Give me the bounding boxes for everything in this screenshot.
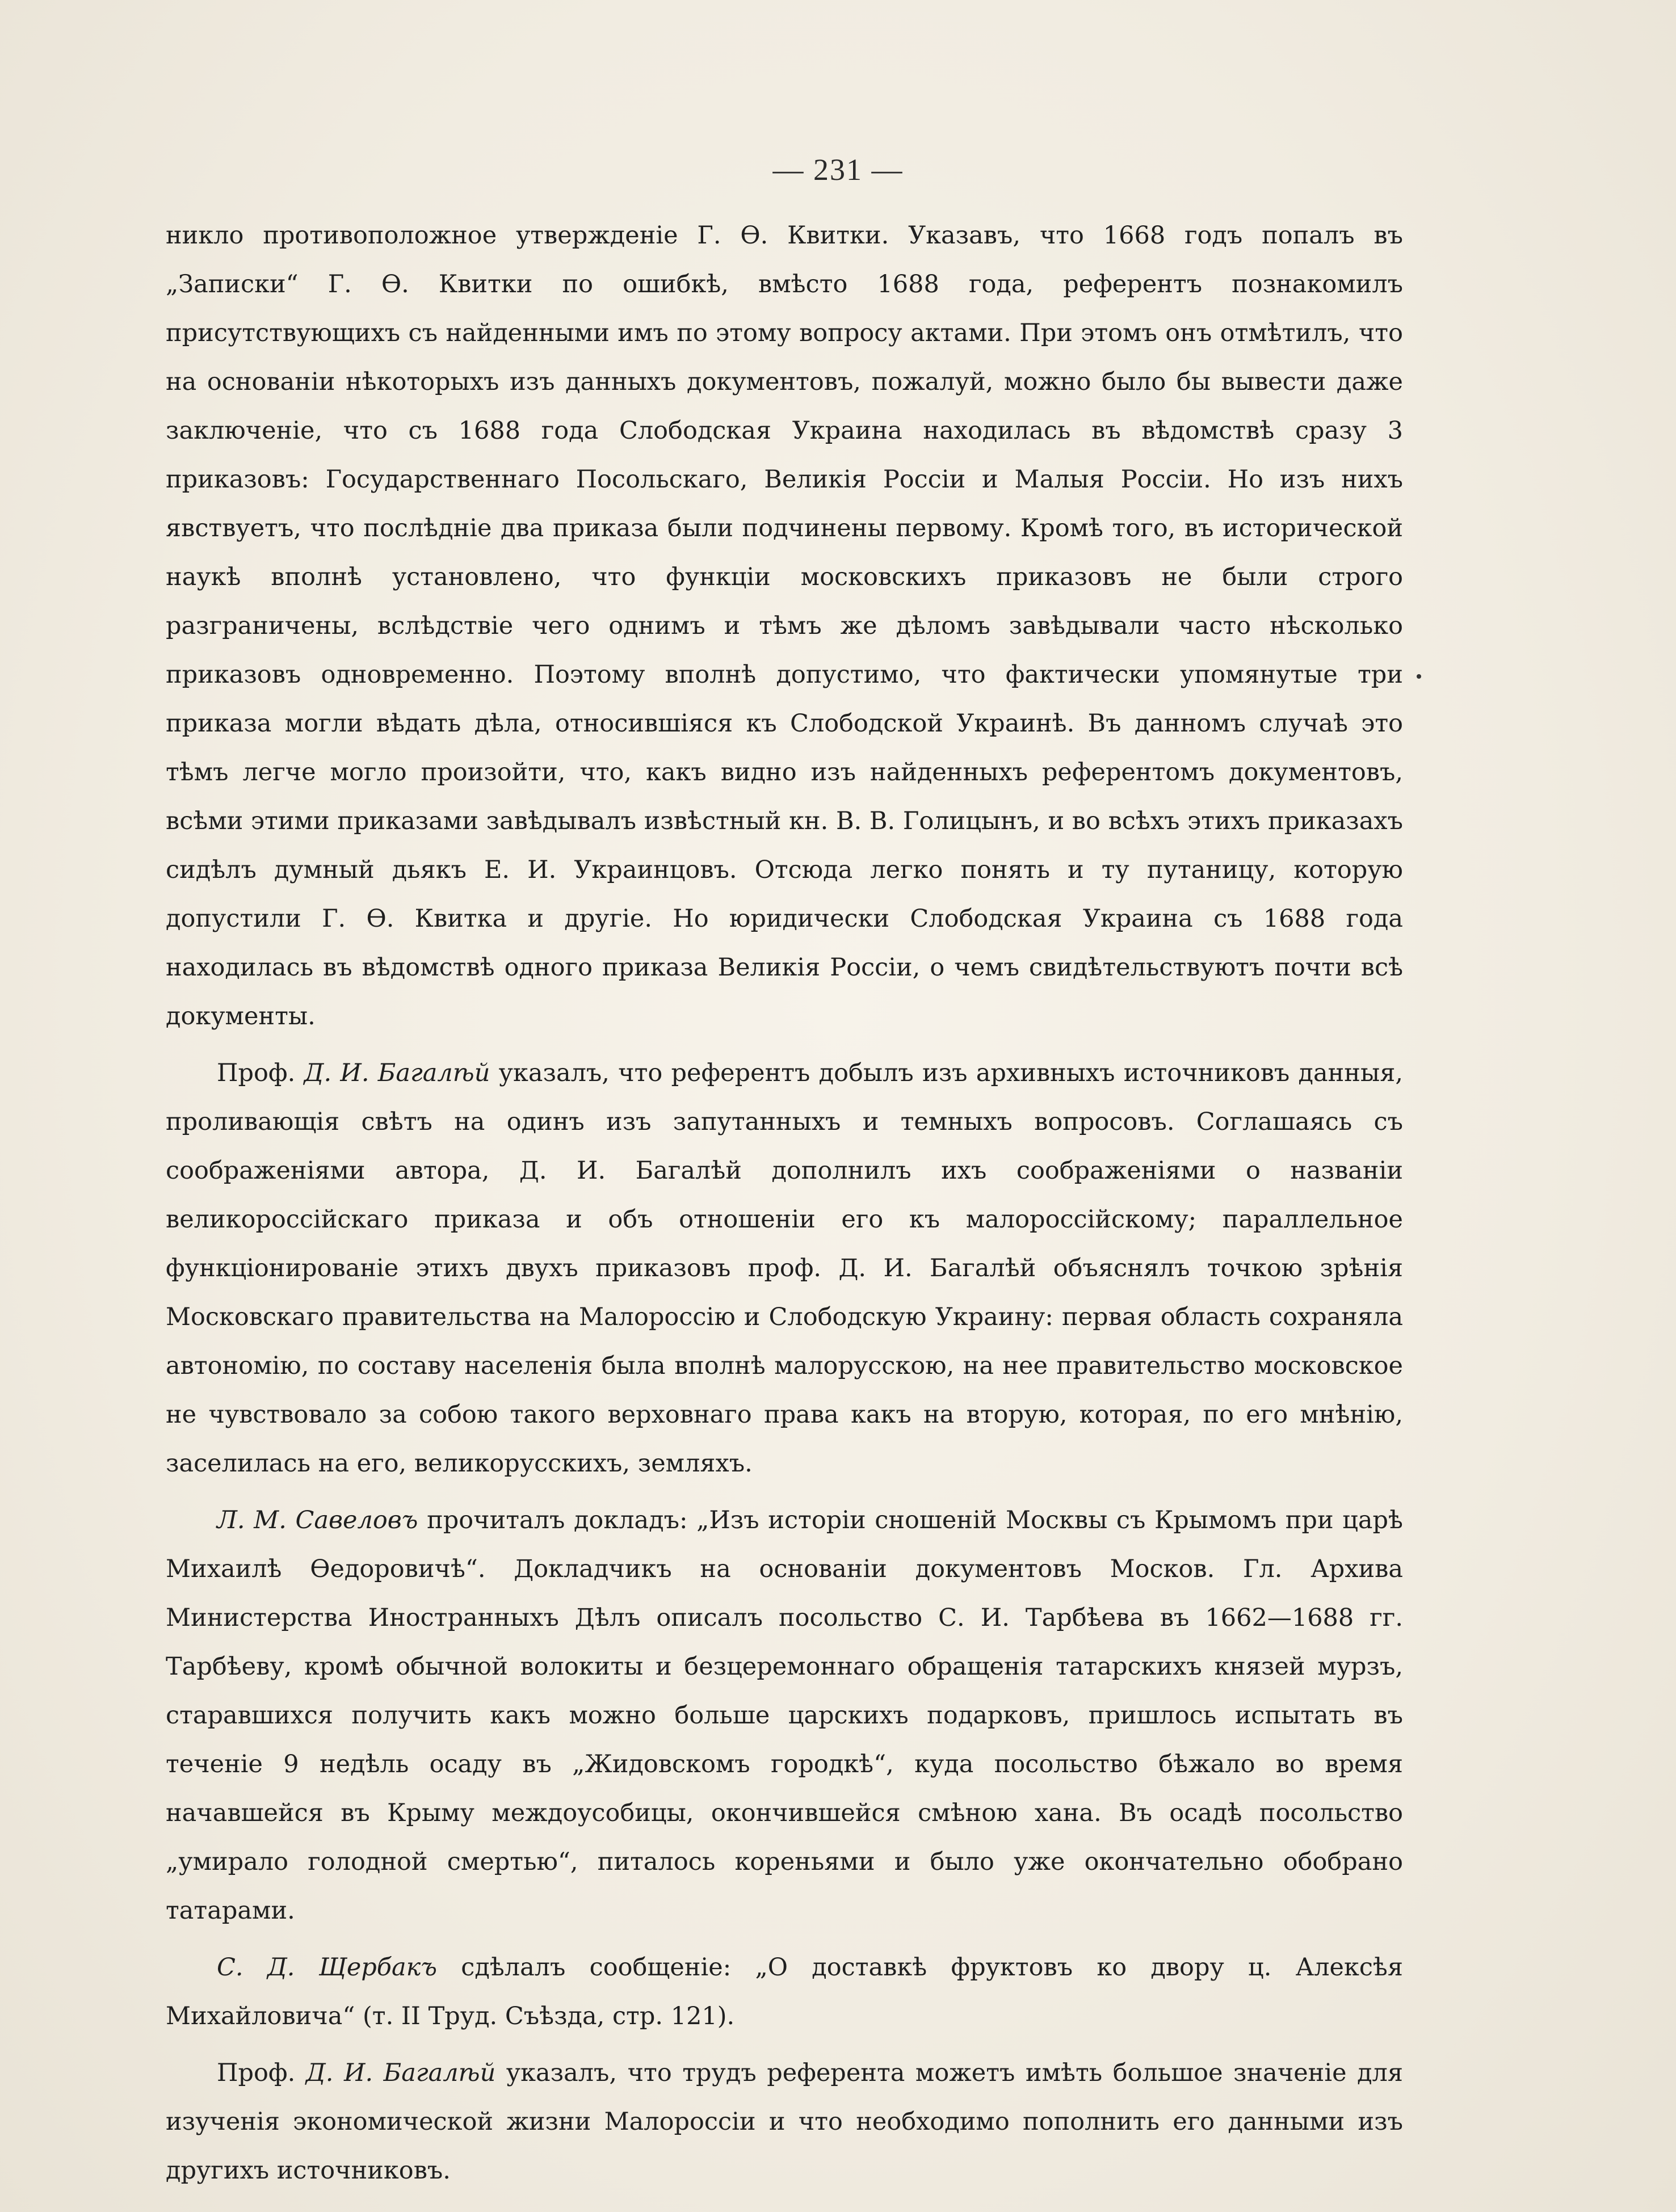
speaker-name: С. Д. Щербакъ bbox=[217, 1953, 438, 1982]
speaker-name: Д. И. Багалѣй bbox=[304, 1059, 490, 1087]
speaker-name: Л. М. Савеловъ bbox=[217, 1506, 418, 1534]
paragraph-savelov bbox=[166, 1496, 1403, 1935]
paragraph-text: указалъ, что трудъ референта можетъ имѣть большое значеніе для изученія экономической жизни Малороссіи и что необходимо пополнить его данными изъ другихъ источниковъ. bbox=[166, 2059, 1403, 2185]
speaker-prefix: Проф. bbox=[217, 2059, 306, 2087]
paragraph-text: сдѣлалъ сообщеніе: „О доставкѣ фруктовъ ко двору ц. Алексѣя Михайловича“ (т. II Труд. Съѣзда, стр. 121). bbox=[166, 1953, 1403, 2030]
body-text bbox=[166, 211, 1403, 2203]
ink-speck bbox=[1417, 674, 1421, 679]
speaker-name: Д. И. Багалѣй bbox=[305, 2059, 496, 2087]
paragraph-text: никло противоположное утвержденіе Г. Ѳ. Квитки. Указавъ, что 1668 годъ попалъ въ „Записки“ Г. Ѳ. Квитки по ошибкѣ, вмѣсто 1688 года, референтъ познакомилъ присутствующихъ съ найденными имъ по этому вопросу актами. При этомъ онъ отмѣтилъ, что на основаніи нѣкоторыхъ изъ данныхъ документовъ, пожалуй, можно было бы вывести даже заключеніе, что съ 1688 года Слободская Украина находилась въ вѣдомствѣ сразу 3 приказовъ: Государственнаго Посольскаго, Великія Россіи и Малыя Россіи. Но изъ нихъ явствуетъ, что послѣдніе два приказа были подчинены первому. Кромѣ того, въ исторической наукѣ вполнѣ установлено, что функціи московскихъ приказовъ не были строго разграничены, вслѣдствіе чего однимъ и тѣмъ же дѣломъ завѣдывали часто нѣсколько приказовъ одновременно. Поэтому вполнѣ допустимо, что фактически упомянутые три приказа могли вѣдать дѣла, относившіяся къ Слободской Украинѣ. Въ данномъ случаѣ это тѣмъ легче могло произойти, что, какъ видно изъ найденныхъ референтомъ документовъ, всѣми этими приказами завѣдывалъ извѣстный кн. В. В. Голицынъ, и во всѣхъ этихъ приказахъ сидѣлъ думный дьякъ Е. И. Украинцовъ. Отсюда легко понять и ту путаницу, которую допустили Г. Ѳ. Квитка и другіе. Но юридически Слободская Украина съ 1688 года находилась въ вѣдомствѣ одного приказа Великія Россіи, о чемъ свидѣтельствуютъ почти всѣ документы. bbox=[166, 221, 1403, 1031]
speaker-prefix: Проф. bbox=[217, 1059, 304, 1087]
paragraph-shcherbak bbox=[166, 1943, 1403, 2041]
paragraph-text: прочиталъ докладъ: „Изъ исторіи сношеній Москвы съ Крымомъ при царѣ Михаилѣ Ѳедоровичѣ“. Докладчикъ на основаніи документовъ Москов. Гл. Архива Министерства Иностранныхъ Дѣлъ описалъ посольство С. И. Тарбѣева въ 1662—1688 гг. Тарбѣеву, кромѣ обычной волокиты и безцеремоннаго обращенія татарскихъ князей мурзъ, старавшихся получить какъ можно больше царскихъ подарковъ, пришлось испытать въ теченіе 9 недѣль осаду въ „Жидовскомъ городкѣ“, куда посольство бѣжало во время начавшейся въ Крыму междоусобицы, окончившейся смѣною хана. Въ осадѣ посольство „умирало голодной смертью“, питалось кореньями и было уже окончательно обобрано татарами. bbox=[166, 1506, 1403, 1925]
paragraph-bagalei-2 bbox=[166, 2049, 1403, 2195]
page-number: — 231 — bbox=[772, 153, 904, 187]
paragraph-text: указалъ, что референтъ добылъ изъ архивныхъ источниковъ данныя, проливающія свѣтъ на одинъ изъ запутанныхъ и темныхъ вопросовъ. Соглашаясь съ соображеніями автора, Д. И. Багалѣй дополнилъ ихъ соображеніями о названіи великороссійскаго приказа и объ отношеніи его къ малороссійскому; параллельное функціонированіе этихъ двухъ приказовъ проф. Д. И. Багалѣй объяснялъ точкою зрѣнія Московскаго правительства на Малороссію и Слободскую Украину: первая область сохраняла автономію, по составу населенія была вполнѣ малорусскою, на нее правительство московское не чувствовало за собою такого верховнаго права какъ на вторую, которая, по его мнѣнію, заселилась на его, великорусскихъ, земляхъ. bbox=[166, 1059, 1403, 1478]
paragraph-bagalei-1 bbox=[166, 1049, 1403, 1488]
paragraph-continuation bbox=[166, 211, 1403, 1041]
